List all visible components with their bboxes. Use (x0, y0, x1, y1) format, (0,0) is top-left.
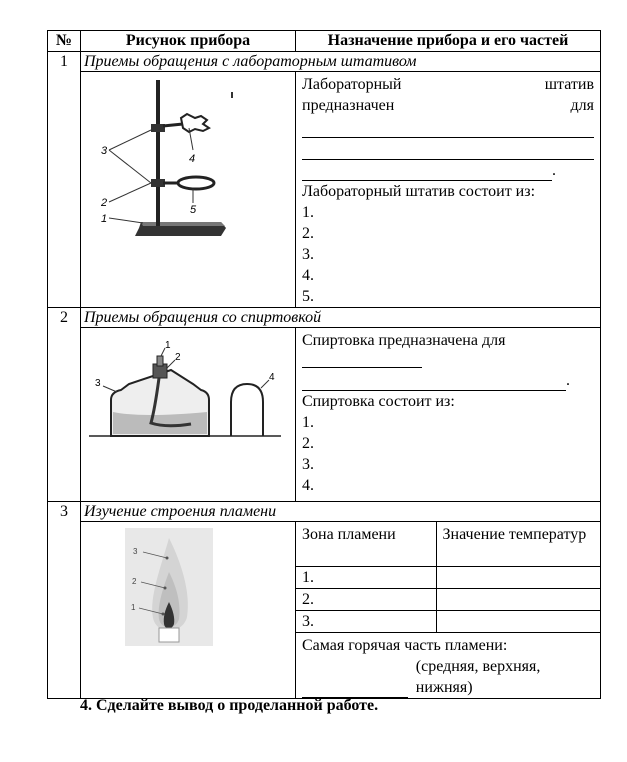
hottest-suffix: (средняя, верхняя, нижняя) (415, 658, 541, 696)
stand-ring (178, 177, 214, 189)
lamp-figure-cell (81, 328, 296, 502)
flame-zone-header-row (296, 522, 600, 567)
section-2-content-row (48, 328, 601, 502)
hottest-line-2 (302, 656, 594, 698)
stand-figure-cell (81, 72, 296, 308)
section-1-content-row (48, 72, 601, 308)
flame-label-1: 1 (131, 603, 136, 612)
flame-table-cell (296, 522, 601, 699)
lamp-answer-line-1[interactable] (302, 351, 422, 368)
stand-word-intended: предназначен (302, 97, 395, 114)
lamp-cap (231, 384, 263, 436)
lamp-label-4: 4 (269, 372, 275, 383)
stand-purpose-cell (296, 72, 601, 308)
flame-label-3: 3 (133, 547, 138, 556)
stand-label-2: 2 (101, 197, 108, 209)
stand-word-lab: Лабораторный (302, 76, 402, 93)
section-3-title-row (48, 502, 601, 522)
conclusion-task: 4. Сделайте вывод о проделанной работе. (80, 697, 379, 714)
flame-label-2: 2 (132, 577, 137, 586)
header-row (48, 31, 601, 52)
temp-header: Значение температур (436, 522, 600, 567)
stand-answer-line-1[interactable] (302, 116, 594, 138)
stand-base-top (141, 222, 225, 226)
stand-rod (156, 80, 160, 226)
section-2-title-row (48, 308, 601, 328)
lamp-label-3: 3 (95, 378, 101, 389)
section-3-num: 3 (48, 502, 81, 699)
stand-word-stand: штатив (544, 76, 594, 93)
flame-zone-table (296, 522, 600, 632)
flame-illustration (81, 522, 294, 692)
header-picture: Рисунок прибора (81, 31, 296, 52)
section-1-title: Приемы обращения с лабораторным штативом (81, 52, 601, 72)
section-1-title-row (48, 52, 601, 72)
header-purpose: Назначение прибора и его частей (296, 31, 601, 52)
worksheet-table (47, 30, 601, 699)
section-2-num: 2 (48, 308, 81, 502)
header-num: № (48, 31, 81, 52)
spirit-lamp-illustration (81, 328, 294, 496)
stand-part-1[interactable]: 1. (302, 204, 314, 221)
ring-clamp-holder (151, 179, 165, 187)
stand-label-1: 1 (101, 213, 108, 225)
lamp-alcohol (113, 412, 207, 434)
hottest-part-block (296, 632, 600, 698)
temp-1-field[interactable] (436, 567, 600, 589)
flame-figure-cell (81, 522, 296, 699)
stand-label-5: 5 (190, 204, 197, 216)
hottest-prefix: Самая горячая часть пламени: (302, 637, 508, 654)
lamp-part-4[interactable]: 4. (302, 477, 314, 494)
zone-header: Зона пламени (296, 522, 436, 567)
flame-zone-row-2 (296, 589, 600, 611)
temp-2-field[interactable] (436, 589, 600, 611)
lab-stand-illustration (81, 72, 294, 300)
stand-word-for: для (570, 97, 594, 114)
lamp-part-1[interactable]: 1. (302, 414, 314, 431)
section-1-num: 1 (48, 52, 81, 308)
flame-wick (159, 628, 179, 642)
stand-part-4[interactable]: 4. (302, 267, 314, 284)
stand-parts-title: Лабораторный штатив состоит из: (302, 183, 536, 200)
stand-answer-line-3[interactable] (302, 160, 552, 181)
zone-1: 1. (296, 567, 436, 589)
zone-2: 2. (296, 589, 436, 611)
upper-clamp-holder (151, 124, 165, 132)
zone-3: 3. (296, 611, 436, 633)
lamp-part-3[interactable]: 3. (302, 456, 314, 473)
lamp-label-2: 2 (175, 352, 181, 363)
lamp-label-1: 1 (165, 340, 171, 351)
lamp-answer-line-2[interactable] (302, 368, 566, 391)
wick (157, 356, 163, 366)
lamp-answer-line-2-row: . (302, 368, 594, 391)
hottest-answer-line[interactable] (302, 679, 408, 698)
lamp-purpose-cell (296, 328, 601, 502)
lamp-parts-title: Спиртовка состоит из: (302, 393, 455, 410)
lamp-purpose-text: Спиртовка предназначена для (302, 332, 506, 349)
stand-label-4: 4 (189, 153, 196, 165)
stand-part-5[interactable]: 5. (302, 288, 314, 305)
hottest-line-1 (302, 635, 594, 656)
section-3-title: Изучение строения пламени (81, 502, 601, 522)
lamp-part-2[interactable]: 2. (302, 435, 314, 452)
section-2-title: Приемы обращения со спиртовкой (81, 308, 601, 328)
test-tube-clamp (181, 114, 209, 132)
stand-purpose-line-2 (302, 95, 594, 116)
flame-zone-row-3 (296, 611, 600, 633)
temp-3-field[interactable] (436, 611, 600, 633)
stand-label-3: 3 (101, 145, 108, 157)
section-3-content-row (48, 522, 601, 699)
stand-answer-line-3-row: . (302, 160, 594, 181)
stand-answer-line-2[interactable] (302, 138, 594, 160)
stand-purpose-line-1 (302, 74, 594, 95)
flame-zone-row-1 (296, 567, 600, 589)
stand-part-3[interactable]: 3. (302, 246, 314, 263)
stand-part-2[interactable]: 2. (302, 225, 314, 242)
